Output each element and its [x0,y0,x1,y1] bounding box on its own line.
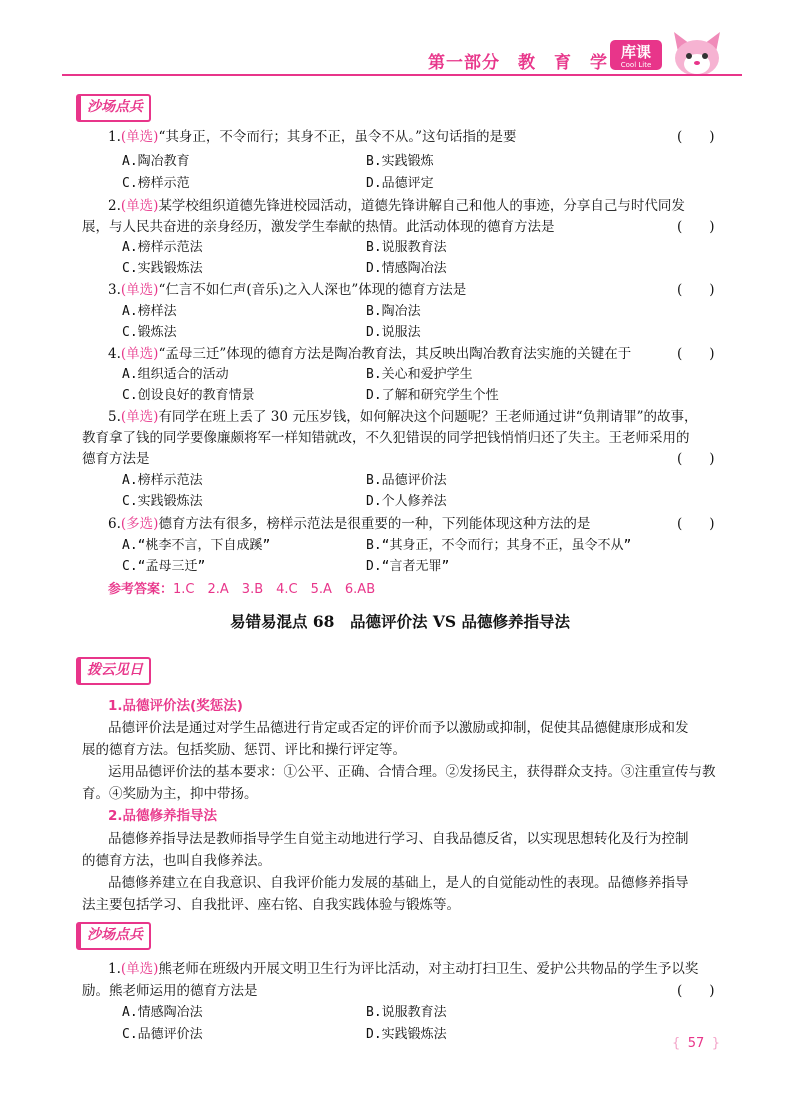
paragraph: 品德修养指导法是教师指导学生自觉主动地进行学习、自我品德反省，以实现思想转化及行为控制 [108,831,689,847]
page-number: { 57 } [672,1036,720,1051]
paragraph: 品德评价法是通过对学生品德进行肯定或否定的评价而予以激励或抑制，促使其品德健康形成和发 [108,720,689,736]
mascot-icon [668,30,726,80]
section-tag-practice: 沙场点兵 [76,94,151,122]
option-c: C.创设良好的教育情景 [122,388,255,403]
header-rule [62,74,742,76]
answer-blank: ( ) [677,282,715,298]
paragraph-cont: 育。④奖励为主，抑中带扬。 [82,786,258,802]
paragraph-cont: 法主要包括学习、自我批评、座右铭、自我实践体验与锻炼等。 [82,897,460,913]
answer-blank: ( ) [677,219,715,235]
brand-logo: 库课 Cool Lite [610,40,662,70]
question-1: 1.(单选)“其身正，不令而行；其身不正，虽令不从。”这句话指的是要 [108,129,517,145]
option-c: C.实践锻炼法 [122,261,203,276]
option-d: D.实践锻炼法 [366,1027,447,1042]
option-b: B.品德评价法 [366,473,447,488]
question-1-cont: 励。熊老师运用的德育方法是 [82,983,258,999]
section-title: 易错易混点 68 品德评价法 VS 品德修养指导法 [230,612,570,631]
option-d: D.品德评定 [366,176,434,191]
option-c: C.实践锻炼法 [122,494,203,509]
question-3: 3.(单选)“仁言不如仁声(音乐)之入人深也”体现的德育方法是 [108,282,467,298]
subheading-1: 1.品德评价法(奖惩法) [108,698,243,714]
option-b: B.关心和爱护学生 [366,367,473,382]
option-c: C.“孟母三迁” [122,559,206,574]
question-5-cont: 德育方法是 [82,451,150,467]
option-c: C.锻炼法 [122,325,177,340]
answer-key: 参考答案：1.C 2.A 3.B 4.C 5.A 6.AB [108,582,376,597]
subheading-2: 2.品德修养指导法 [108,808,218,824]
option-d: D.“言者无罪” [366,559,450,574]
question-6: 6.(多选)德育方法有很多，榜样示范法是很重要的一种，下列能体现这种方法的是 [108,516,591,532]
option-b: B.“其身正，不令而行；其身不正，虽令不从” [366,538,632,553]
question-2: 2.(单选)某学校组织道德先锋进校园活动，道德先锋讲解自己和他人的事迹，分享自己与时代同发 [108,198,685,214]
answer-blank: ( ) [677,129,715,145]
option-a: A.“桃李不言，下自成蹊” [122,538,271,553]
paragraph-cont: 展的德育方法。包括奖励、惩罚、评比和操行评定等。 [82,742,406,758]
answer-blank: ( ) [677,983,715,999]
answer-blank: ( ) [677,346,715,362]
question-1: 1.(单选)熊老师在班级内开展文明卫生行为评比活动，对主动打扫卫生、爱护公共物品的学生予以奖 [108,961,699,977]
option-d: D.了解和研究学生个性 [366,388,499,403]
option-b: B.陶冶法 [366,304,421,319]
option-b: B.说服教育法 [366,240,447,255]
section-tag-explain: 拨云见日 [76,657,151,685]
paragraph: 运用品德评价法的基本要求：①公平、正确、合情合理。②发扬民主，获得群众支持。③注重宣传与教 [108,764,716,780]
option-d: D.说服法 [366,325,421,340]
question-5: 5.(单选)有同学在班上丢了 30 元压岁钱，如何解决这个问题呢？王老师通过讲“负荆请罪”的故事， [108,409,698,425]
answer-blank: ( ) [677,451,715,467]
option-c: C.榜样示范 [122,176,190,191]
option-b: B.实践锻炼 [366,154,434,169]
question-2-cont: 展，与人民共奋进的亲身经历，激发学生奉献的热情。此活动体现的德育方法是 [82,219,555,235]
running-header-title: 第一部分 教 育 学 [428,53,608,73]
option-a: A.榜样示范法 [122,473,203,488]
option-a: A.情感陶冶法 [122,1005,203,1020]
option-a: A.组织适合的活动 [122,367,229,382]
question-5-cont: 教育拿了钱的同学要像廉颇将军一样知错就改，不久犯错误的同学把钱悄悄归还了失主。王老师采用的 [82,430,690,446]
question-4: 4.(单选)“孟母三迁”体现的德育方法是陶冶教育法，其反映出陶冶教育法实施的关键在于 [108,346,632,362]
option-d: D.个人修养法 [366,494,447,509]
option-a: A.榜样示范法 [122,240,203,255]
option-d: D.情感陶冶法 [366,261,447,276]
answer-blank: ( ) [677,516,715,532]
option-b: B.说服教育法 [366,1005,447,1020]
option-a: A.陶冶教育 [122,154,190,169]
paragraph: 品德修养建立在自我意识、自我评价能力发展的基础上，是人的自觉能动性的表现。品德修养指导 [108,875,689,891]
option-a: A.榜样法 [122,304,177,319]
section-tag-practice: 沙场点兵 [76,922,151,950]
paragraph-cont: 的德育方法，也叫自我修养法。 [82,853,271,869]
option-c: C.品德评价法 [122,1027,203,1042]
